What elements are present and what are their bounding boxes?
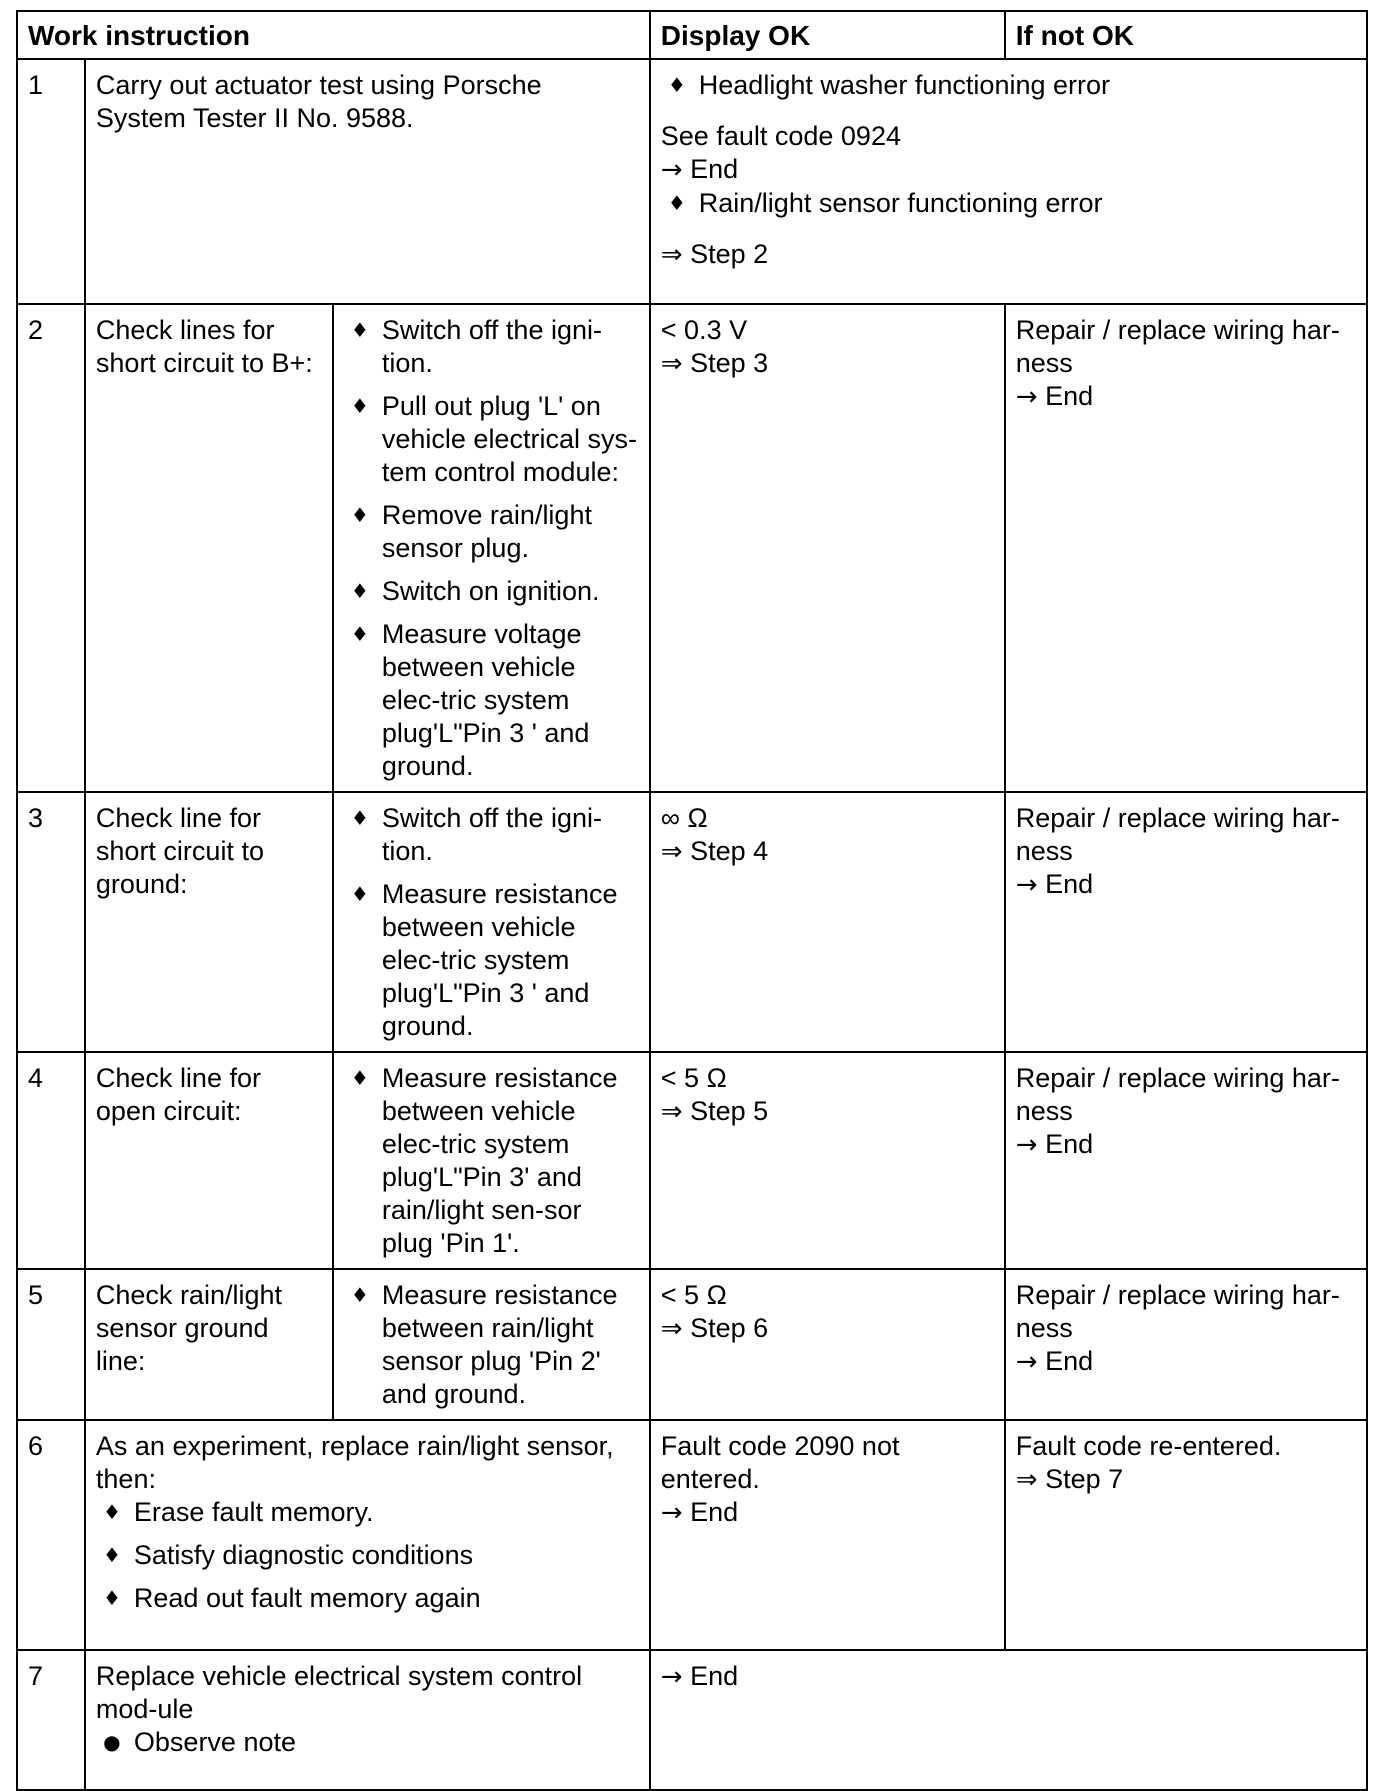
if-not-ok-cell [1005, 304, 1367, 792]
if-not-ok-cell [1005, 1052, 1367, 1269]
step-number: 6 [17, 1420, 85, 1650]
result-next: → End [660, 1661, 739, 1692]
expected-value: < 5 Ω [660, 1063, 727, 1093]
right-arrow-icon: → [1015, 870, 1038, 900]
result-text: Fault code 2090 not entered. [660, 1431, 900, 1494]
step-number: 5 [17, 1269, 85, 1420]
result-next: → End [1015, 381, 1094, 412]
diamond-bullet-icon: ♦ [350, 318, 369, 342]
step-number: 4 [17, 1052, 85, 1269]
list-item: ♦ Satisfy diagnostic conditions [96, 1539, 639, 1572]
list-item: ♦ Headlight washer functioning error [661, 69, 1356, 102]
instruction-text: As an experiment, replace rain/light sensor, then: [95, 1431, 614, 1494]
right-arrow-icon: → [1015, 382, 1038, 412]
header-work-instruction: Work instruction [17, 11, 650, 59]
implies-arrow-icon: ⇒ [660, 1314, 683, 1344]
list-item: ♦ Erase fault memory. [96, 1496, 639, 1529]
list-item: ♦ Measure resistance between rain/light sensor plug 'Pin 2' and ground. [344, 1279, 639, 1411]
work-instruction-cell [85, 1420, 650, 1650]
right-arrow-icon: → [660, 1662, 683, 1692]
diamond-bullet-icon: ♦ [667, 191, 686, 215]
result-next: → End [1015, 1346, 1094, 1377]
display-ok-cell [650, 1052, 1005, 1269]
display-ok-cell [650, 1650, 1367, 1790]
display-ok-cell [650, 1420, 1005, 1650]
work-instruction-table [16, 10, 1368, 1791]
list-item: ♦ Measure resistance between vehicle elec-tric system plug'L"Pin 3' and rain/light sen-sor plug 'Pin 1'. [344, 1062, 639, 1260]
if-not-ok-cell [1005, 792, 1367, 1052]
result-next: ⇒ Step 6 [660, 1313, 769, 1344]
list-item: ♦ Switch off the igni-tion. [344, 314, 639, 380]
if-not-ok-cell [1005, 1269, 1367, 1420]
result-next: ⇒ Step 7 [1015, 1464, 1124, 1495]
check-description: Check line for open circuit: [85, 1052, 333, 1269]
table-row [17, 792, 1367, 1052]
expected-value: ∞ Ω [660, 803, 708, 833]
result-next: → End [660, 154, 739, 185]
work-instruction-cell [85, 1650, 650, 1790]
list-item: ♦ Remove rain/light sensor plug. [344, 499, 639, 565]
diamond-bullet-icon: ♦ [350, 394, 369, 418]
diamond-bullet-icon: ♦ [350, 882, 369, 906]
right-arrow-icon: → [660, 155, 683, 185]
diamond-bullet-icon: ♦ [350, 806, 369, 830]
diamond-bullet-icon: ♦ [350, 622, 369, 646]
list-item: ♦ Pull out plug 'L' on vehicle electrical sys-tem control module: [344, 390, 639, 489]
list-item: ♦ Switch on ignition. [344, 575, 639, 608]
implies-arrow-icon: ⇒ [660, 240, 683, 270]
result-next: ⇒ Step 4 [660, 836, 769, 867]
procedure-cell [333, 792, 650, 1052]
result-next: → End [1015, 869, 1094, 900]
implies-arrow-icon: ⇒ [660, 349, 683, 379]
result-next: ⇒ Step 2 [660, 239, 769, 270]
implies-arrow-icon: ⇒ [660, 837, 683, 867]
step-number: 1 [17, 59, 85, 304]
table-header-row [17, 11, 1367, 59]
right-arrow-icon: → [1015, 1347, 1038, 1377]
list-item: ♦ Measure resistance between vehicle elec-tric system plug'L"Pin 3 ' and ground. [344, 878, 639, 1043]
table-row [17, 1052, 1367, 1269]
remedy-text: Fault code re-entered. [1015, 1431, 1282, 1461]
implies-arrow-icon: ⇒ [1015, 1465, 1038, 1495]
diamond-bullet-icon: ♦ [667, 73, 686, 97]
dot-bullet-icon: ● [103, 1730, 121, 1754]
display-ok-cell [650, 304, 1005, 792]
procedure-cell [333, 1269, 650, 1420]
expected-value: < 0.3 V [660, 315, 748, 345]
diamond-bullet-icon: ♦ [350, 503, 369, 527]
table-row [17, 1269, 1367, 1420]
display-ok-cell [650, 59, 1367, 304]
result-next: → End [1015, 1129, 1094, 1160]
list-item: ♦ Switch off the igni-tion. [344, 802, 639, 868]
step-number: 7 [17, 1650, 85, 1790]
check-description: Check lines for short circuit to B+: [85, 304, 333, 792]
right-arrow-icon: → [1015, 1130, 1038, 1160]
display-ok-cell [650, 792, 1005, 1052]
list-item: ♦ Read out fault memory again [96, 1582, 639, 1615]
table-row [17, 59, 1367, 304]
diamond-bullet-icon: ♦ [102, 1500, 121, 1524]
remedy-text: Repair / replace wiring har-ness [1015, 1063, 1340, 1126]
implies-arrow-icon: ⇒ [660, 1097, 683, 1127]
check-description: Check rain/light sensor ground line: [85, 1269, 333, 1420]
fault-code-ref: See fault code 0924 [660, 121, 901, 151]
instruction-text: Replace vehicle electrical system control mod-ule [95, 1661, 583, 1724]
diamond-bullet-icon: ♦ [350, 1066, 369, 1090]
diamond-bullet-icon: ♦ [350, 579, 369, 603]
expected-value: < 5 Ω [660, 1280, 727, 1310]
diamond-bullet-icon: ♦ [102, 1543, 121, 1567]
display-ok-cell [650, 1269, 1005, 1420]
header-if-not-ok: If not OK [1005, 11, 1367, 59]
result-next: ⇒ Step 5 [660, 1096, 769, 1127]
right-arrow-icon: → [660, 1498, 683, 1528]
table-row [17, 304, 1367, 792]
table-row [17, 1420, 1367, 1650]
work-instruction-cell: Carry out actuator test using Porsche System Tester II No. 9588. [85, 59, 650, 304]
list-item: ♦ Rain/light sensor functioning error [661, 187, 1356, 220]
header-display-ok: Display OK [650, 11, 1005, 59]
remedy-text: Repair / replace wiring har-ness [1015, 803, 1340, 866]
table-row [17, 1650, 1367, 1790]
check-description: Check line for short circuit to ground: [85, 792, 333, 1052]
if-not-ok-cell [1005, 1420, 1367, 1650]
diamond-bullet-icon: ♦ [102, 1586, 121, 1610]
procedure-cell [333, 304, 650, 792]
result-next: ⇒ Step 3 [660, 348, 769, 379]
result-next: → End [660, 1497, 739, 1528]
list-item: ● Observe note [96, 1726, 639, 1759]
step-number: 2 [17, 304, 85, 792]
list-item: ♦ Measure voltage between vehicle elec-tric system plug'L"Pin 3 ' and ground. [344, 618, 639, 783]
remedy-text: Repair / replace wiring har-ness [1015, 315, 1340, 378]
step-number: 3 [17, 792, 85, 1052]
remedy-text: Repair / replace wiring har-ness [1015, 1280, 1340, 1343]
procedure-cell [333, 1052, 650, 1269]
diamond-bullet-icon: ♦ [350, 1283, 369, 1307]
